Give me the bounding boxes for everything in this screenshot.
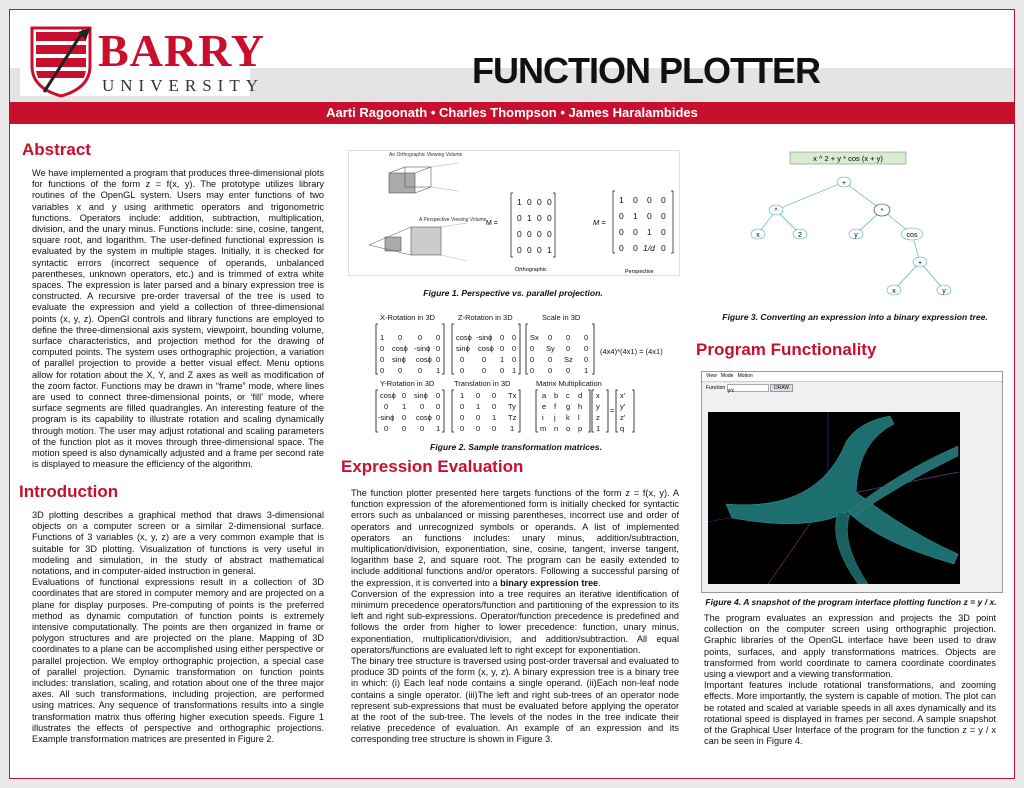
svg-text:1: 1 [527, 213, 532, 223]
svg-text:0: 0 [537, 213, 542, 223]
svg-text:q: q [620, 424, 625, 433]
tree-node: y [942, 288, 946, 295]
svg-text:0: 0 [492, 391, 497, 400]
svg-text:a: a [542, 391, 547, 400]
svg-text:0: 0 [436, 355, 441, 364]
svg-text:0: 0 [661, 211, 666, 221]
svg-text:0: 0 [619, 211, 624, 221]
figure-1-caption: Figure 1. Perspective vs. parallel projection. [423, 288, 603, 298]
persp-label: Perspective [625, 269, 654, 275]
svg-text:x': x' [620, 391, 626, 400]
ortho-m-label: M = [486, 220, 498, 227]
svg-text:sinϕ: sinϕ [392, 355, 406, 364]
svg-text:1: 1 [596, 424, 601, 433]
svg-text:0: 0 [436, 402, 441, 411]
svg-text:o: o [566, 424, 571, 433]
tree-node: + [917, 260, 923, 267]
svg-text:0: 0 [460, 402, 465, 411]
svg-text:y: y [596, 402, 600, 411]
authors-bar: Aarti Ragoonath • Charles Thompson • James Haralambides [10, 102, 1014, 124]
introduction-text [32, 510, 324, 745]
svg-text:1: 1 [460, 391, 465, 400]
svg-text:0: 0 [647, 211, 652, 221]
svg-text:0: 0 [547, 229, 552, 239]
svg-text:1/d: 1/d [643, 243, 655, 253]
introduction-heading: Introduction [19, 482, 119, 501]
program-heading: Program Functionality [696, 340, 877, 359]
svg-text:0: 0 [402, 391, 407, 400]
svg-text:cosϕ: cosϕ [416, 355, 432, 364]
svg-text:0: 0 [482, 355, 487, 364]
svg-text:f: f [554, 402, 557, 411]
svg-text:Ty: Ty [508, 402, 516, 411]
svg-text:0: 0 [398, 333, 403, 342]
matrix-mult-label: Matrix Multiplication [536, 379, 602, 388]
tree-node: 2 [798, 232, 802, 239]
svg-text:0: 0 [398, 366, 403, 375]
svg-text:1: 1 [500, 355, 505, 364]
program-text [704, 613, 996, 747]
svg-text:0: 0 [633, 227, 638, 237]
svg-text:0: 0 [530, 344, 535, 353]
svg-text:0: 0 [492, 424, 497, 433]
figure-1 [348, 150, 680, 276]
svg-text:0: 0 [661, 243, 666, 253]
figure-4 [701, 371, 1003, 593]
svg-text:0: 0 [500, 333, 505, 342]
svg-text:d: d [578, 391, 583, 400]
svg-text:0: 0 [517, 229, 522, 239]
projection-diagram [349, 151, 679, 275]
svg-text:0: 0 [647, 195, 652, 205]
svg-text:0: 0 [661, 195, 666, 205]
svg-text:0: 0 [530, 366, 535, 375]
intro-paragraph-2: Evaluations of functional expressions result in a collection of 3D coordinates that are stored in computer memory and are projected on a plane for display purposes. Pre-computing of points is the preferred method as dynamic computation of function points is extremely intensive computationally. The points are then organized in frame or polygon structures and are projected on the plane. Mapping of 3D coordinates to a plane can be accomplished using either perspective or parallel projection. We employ orthographic projection, a special case of parallel projection. Dynamic transformation on function points includes: translation, scaling, and rotation about one of the three major axes. All such transformations, including projection, are performed using matrices. Any sequence of transformations results into a single transformation matrix thus offering higher execution speeds. Figure 1 illustrates the effects of perspective and orthographic projections. Example transformation matrices are presented in Figure 2. [32, 577, 324, 745]
svg-text:e: e [542, 402, 547, 411]
svg-text:0: 0 [380, 366, 385, 375]
svg-text:Sy: Sy [546, 344, 555, 353]
translation-label: Translation in 3D [454, 379, 511, 388]
svg-text:1: 1 [633, 211, 638, 221]
svg-text:0: 0 [420, 424, 425, 433]
svg-text:0: 0 [436, 333, 441, 342]
svg-text:c: c [566, 391, 570, 400]
tree-node: x [892, 288, 896, 295]
svg-text:0: 0 [476, 391, 481, 400]
svg-text:0: 0 [530, 355, 535, 364]
function-label: Function [706, 385, 726, 391]
x-rotation-label: X-Rotation in 3D [380, 313, 436, 322]
tree-expression: x ^ 2 + y * cos (x + y) [813, 154, 883, 163]
svg-text:1: 1 [584, 366, 589, 375]
svg-text:0: 0 [476, 424, 481, 433]
expression-heading: Expression Evaluation [341, 457, 524, 476]
svg-text:0: 0 [547, 197, 552, 207]
expression-tree [728, 150, 980, 300]
svg-text:0: 0 [584, 344, 589, 353]
draw-button[interactable]: DRAW [770, 384, 793, 392]
svg-text:0: 0 [402, 413, 407, 422]
menu-motion[interactable]: Motion [737, 373, 753, 379]
svg-text:0: 0 [384, 424, 389, 433]
svg-text:cosϕ: cosϕ [416, 413, 432, 422]
svg-text:0: 0 [418, 333, 423, 342]
svg-text:0: 0 [633, 195, 638, 205]
svg-text:0: 0 [584, 333, 589, 342]
svg-text:1: 1 [436, 366, 441, 375]
svg-text:0: 0 [418, 366, 423, 375]
svg-text:0: 0 [460, 413, 465, 422]
shield-icon [30, 26, 92, 98]
svg-text:0: 0 [548, 355, 553, 364]
matrix-product-label: (4x4)*(4x1) = (4x1) [600, 347, 663, 356]
program-paragraph-1: The program evaluates an expression and projects the 3D point collection on the computer screen using orthographic projection. Graphic libraries of the OpenGL interface have been used to draw points, surfaces, and apply transformations matrices. Objects are transformed from world coordinate to camera coordinate coordinates using a viewport and a viewing transformation. [704, 613, 996, 680]
figure-2 [362, 310, 670, 434]
svg-text:0: 0 [548, 333, 553, 342]
tree-node: + [841, 180, 847, 187]
svg-text:0: 0 [619, 227, 624, 237]
svg-text:1: 1 [402, 402, 407, 411]
svg-text:cosϕ: cosϕ [478, 344, 494, 353]
svg-text:g: g [566, 402, 571, 411]
svg-text:=: = [610, 406, 615, 415]
menu-mode[interactable]: Mode [720, 373, 734, 379]
svg-text:1: 1 [380, 333, 385, 342]
svg-text:j: j [554, 413, 556, 422]
svg-text:0: 0 [476, 413, 481, 422]
figure-3-caption: Figure 3. Converting an expression into a binary expression tree. [722, 312, 988, 322]
intro-paragraph-1: 3D plotting describes a graphical method that draws 3-dimensional objects on a computer screen or a similar 2-dimensional surface. Functions of 3 variables (x, y, z) are a very common example that is suitable for 3D plotting. Visualization of functions is very useful in modeling and simulation, in the study of abstract mathematical notations, and in computer-aided instruction in general. [32, 510, 324, 577]
menu-view[interactable]: View [706, 373, 717, 379]
svg-text:0: 0 [512, 344, 517, 353]
persp-m-label: M = [593, 218, 606, 227]
svg-text:b: b [554, 391, 559, 400]
poster [9, 9, 1015, 779]
svg-text:0: 0 [537, 197, 542, 207]
tree-node: x [756, 232, 760, 239]
svg-text:p: p [578, 424, 583, 433]
svg-text:-sinϕ: -sinϕ [476, 333, 493, 342]
svg-text:0: 0 [460, 355, 465, 364]
app-menu-bar [702, 372, 1002, 382]
svg-text:0: 0 [460, 424, 465, 433]
svg-text:cosϕ: cosϕ [380, 391, 396, 400]
tree-node: y [854, 232, 858, 239]
svg-text:0: 0 [566, 333, 571, 342]
svg-text:0: 0 [420, 402, 425, 411]
svg-text:sinϕ: sinϕ [414, 391, 428, 400]
svg-text:0: 0 [527, 245, 532, 255]
expression-paragraph-3: The binary tree structure is traversed using post-order traversal and evaluated to produce 3D points of the form (x, y, z). A binary expression tree is a binary tree in which: (i) Each leaf node contains a single operand. (ii)Each non-leaf node contains a single operator. (iii)The left and right sub-trees of an operator node represent sub-expressions that must be evaluated before applying the operator at the root of the sub-tree. The levels of the nodes in the tree indicate their relative precedence of evaluation. An example of an expression and its corresponding tree structure is shown in Figure 3. [351, 656, 679, 745]
persp-volume-label: A Perspective Viewing Volume [419, 217, 487, 223]
expression-paragraph-2: Conversion of the expression into a tree requires an iterative identification of minimum precedence operators/function and partitioning of the expression to its left and right sub-expressions. Operator/function precedence is predefined and follows the order from higher to lower precedence: function, unary minus, exponentiation, multiplication/division, and addition/subtraction. All equal operators/functions are evaluated left to right except for exponentiation. [351, 588, 679, 655]
expression-text [351, 488, 679, 746]
svg-text:x: x [596, 391, 600, 400]
svg-text:l: l [578, 413, 580, 422]
plot-canvas[interactable] [708, 412, 960, 584]
svg-text:y': y' [620, 402, 626, 411]
svg-text:0: 0 [512, 355, 517, 364]
svg-text:0: 0 [547, 213, 552, 223]
figure-3 [728, 150, 980, 300]
svg-text:1: 1 [547, 245, 552, 255]
tree-node: * [880, 208, 884, 215]
barry-logo [20, 16, 265, 96]
svg-text:1: 1 [476, 402, 481, 411]
svg-text:k: k [566, 413, 570, 422]
svg-text:1: 1 [517, 197, 522, 207]
poster-title: FUNCTION PLOTTER [472, 50, 820, 91]
svg-text:Tz: Tz [508, 413, 517, 422]
svg-text:0: 0 [566, 366, 571, 375]
svg-text:0: 0 [584, 355, 589, 364]
svg-text:0: 0 [566, 344, 571, 353]
svg-text:cosϕ: cosϕ [392, 344, 408, 353]
svg-text:i: i [542, 413, 544, 422]
figure-4-caption: Figure 4. A snapshot of the program interface plotting function z = y / x. [705, 597, 997, 607]
svg-text:0: 0 [460, 366, 465, 375]
svg-text:0: 0 [436, 344, 441, 353]
abstract-heading: Abstract [22, 140, 91, 159]
svg-text:0: 0 [436, 391, 441, 400]
svg-text:Sz: Sz [564, 355, 573, 364]
svg-text:z': z' [620, 413, 626, 422]
svg-text:0: 0 [537, 245, 542, 255]
program-paragraph-2: Important features include rotational transformations, and zooming effects. More importantly, the system is capable of motion. The plot can be rotated and scaled at variable speeds in all axes dynamically and its rotational speed is displayed in frames per second. A sample snapshot of the Graphical User Interface of the program for the function z = y / x can be seen in Figure 4. [704, 680, 996, 747]
svg-text:0: 0 [619, 243, 624, 253]
svg-text:0: 0 [661, 227, 666, 237]
svg-text:0: 0 [482, 366, 487, 375]
expression-paragraph-1: The function plotter presented here targets functions of the form z = f(x, y). A function expression of the aforementioned form is initially checked for syntactic errors such as unbalanced or missing parentheses, incorrect use and order of operators and unrecognized symbols or operands. A list of implemented operators an functions includes: unary minus, addition/subtraction, multiplication/division, exponentiation, sine, cosine, tangent, inverse tangent, logarithm base 2, and square root. The program can be easily extended to include additional functions and/or operators. Following a successful parsing of the expression, it is converted into a binary expression tree. [351, 488, 679, 588]
svg-text:0: 0 [380, 355, 385, 364]
svg-text:0: 0 [517, 245, 522, 255]
abstract-text [32, 168, 324, 470]
svg-text:0: 0 [500, 366, 505, 375]
svg-text:0: 0 [633, 243, 638, 253]
svg-text:0: 0 [512, 333, 517, 342]
app-toolbar [702, 382, 1002, 394]
svg-text:0: 0 [500, 344, 505, 353]
svg-text:1: 1 [512, 366, 517, 375]
y-rotation-label: Y-Rotation in 3D [380, 379, 435, 388]
svg-text:0: 0 [384, 402, 389, 411]
svg-text:m: m [540, 424, 547, 433]
svg-text:n: n [554, 424, 559, 433]
transformation-matrices [362, 310, 670, 434]
tree-node: cos [906, 232, 918, 239]
tree-node: ^ [774, 208, 778, 215]
svg-text:0: 0 [517, 213, 522, 223]
svg-text:0: 0 [380, 344, 385, 353]
brand-name: BARRY [98, 25, 265, 76]
svg-text:0: 0 [548, 366, 553, 375]
svg-text:1: 1 [436, 424, 441, 433]
svg-text:h: h [578, 402, 583, 411]
svg-text:0: 0 [492, 402, 497, 411]
svg-text:Tx: Tx [508, 391, 517, 400]
svg-text:0: 0 [527, 229, 532, 239]
figure-2-caption: Figure 2. Sample transformation matrices. [430, 442, 602, 452]
svg-text:1: 1 [619, 195, 624, 205]
svg-text:-sinϕ: -sinϕ [378, 413, 395, 422]
abstract-paragraph: We have implemented a program that produces three-dimensional plots for functions of the form z = f(x, y). The prototype utilizes library routines of the OpenGL system. Users may enter functions of two variables x and y using arithmetic operators and trigonometric functions. Operators include: addition, subtraction, multiplication, division, and the unary minus. Functions include: sine, cosine, tangent, square root, and logarithm. The user-defined functional expression is evaluated by the system in multiple stages. Initially, it is checked for syntactic errors (incorrect sequence of operands, unbalanced parentheses, unknown operators, etc.) and is trimmed of extra white spaces. The expression is later parsed and a binary expression tree is constructed. A recursive pre-order traversal of the tree is used to evaluate the expression and yield a collection of three-dimensional points (x, y, z). OpenGl controls and library functions are employed to define the three-dimensional axis system, viewpoint, bounding volume, surface characteristics, and projection method for the drawing of computed points. The system uses orthographic projection, a variation of parallel projection to provide a better visual effect. Menu options allow for rotation about the X, Y, and Z axes as well as modification of the zoom factor. Functions may be drawn in “frame” mode, where lines are used to connect three-dimensional points, or ‘fill’ mode, where surface segments are filled quadrangles. An interesting feature of the program is its capability to illustrate rotation and scaling dynamically through motion. The user may adjust rotational and scaling parameters of the function plot as it moves through three-dimensional space. The motion speed is also dynamically adjusted and a frame per second rate is displayed to measure the efficiency of the algorithm. [32, 168, 324, 470]
svg-text:0: 0 [527, 197, 532, 207]
ortho-volume-label: An Orthographic Viewing Volume [389, 152, 463, 158]
svg-text:z: z [596, 413, 600, 422]
svg-text:1: 1 [510, 424, 515, 433]
svg-text:0: 0 [537, 229, 542, 239]
svg-text:1: 1 [492, 413, 497, 422]
svg-text:sinϕ: sinϕ [456, 344, 470, 353]
function-input[interactable]: y/x [727, 384, 769, 392]
ortho-label: Orthographic [515, 267, 547, 273]
z-rotation-label: Z-Rotation in 3D [458, 313, 513, 322]
svg-text:Sx: Sx [530, 333, 539, 342]
brand-subtitle: UNIVERSITY [102, 76, 264, 95]
svg-text:1: 1 [647, 227, 652, 237]
svg-text:0: 0 [402, 424, 407, 433]
svg-text:cosϕ: cosϕ [456, 333, 472, 342]
svg-text:0: 0 [436, 413, 441, 422]
svg-text:-sinϕ: -sinϕ [414, 344, 431, 353]
scale-label: Scale in 3D [542, 313, 581, 322]
